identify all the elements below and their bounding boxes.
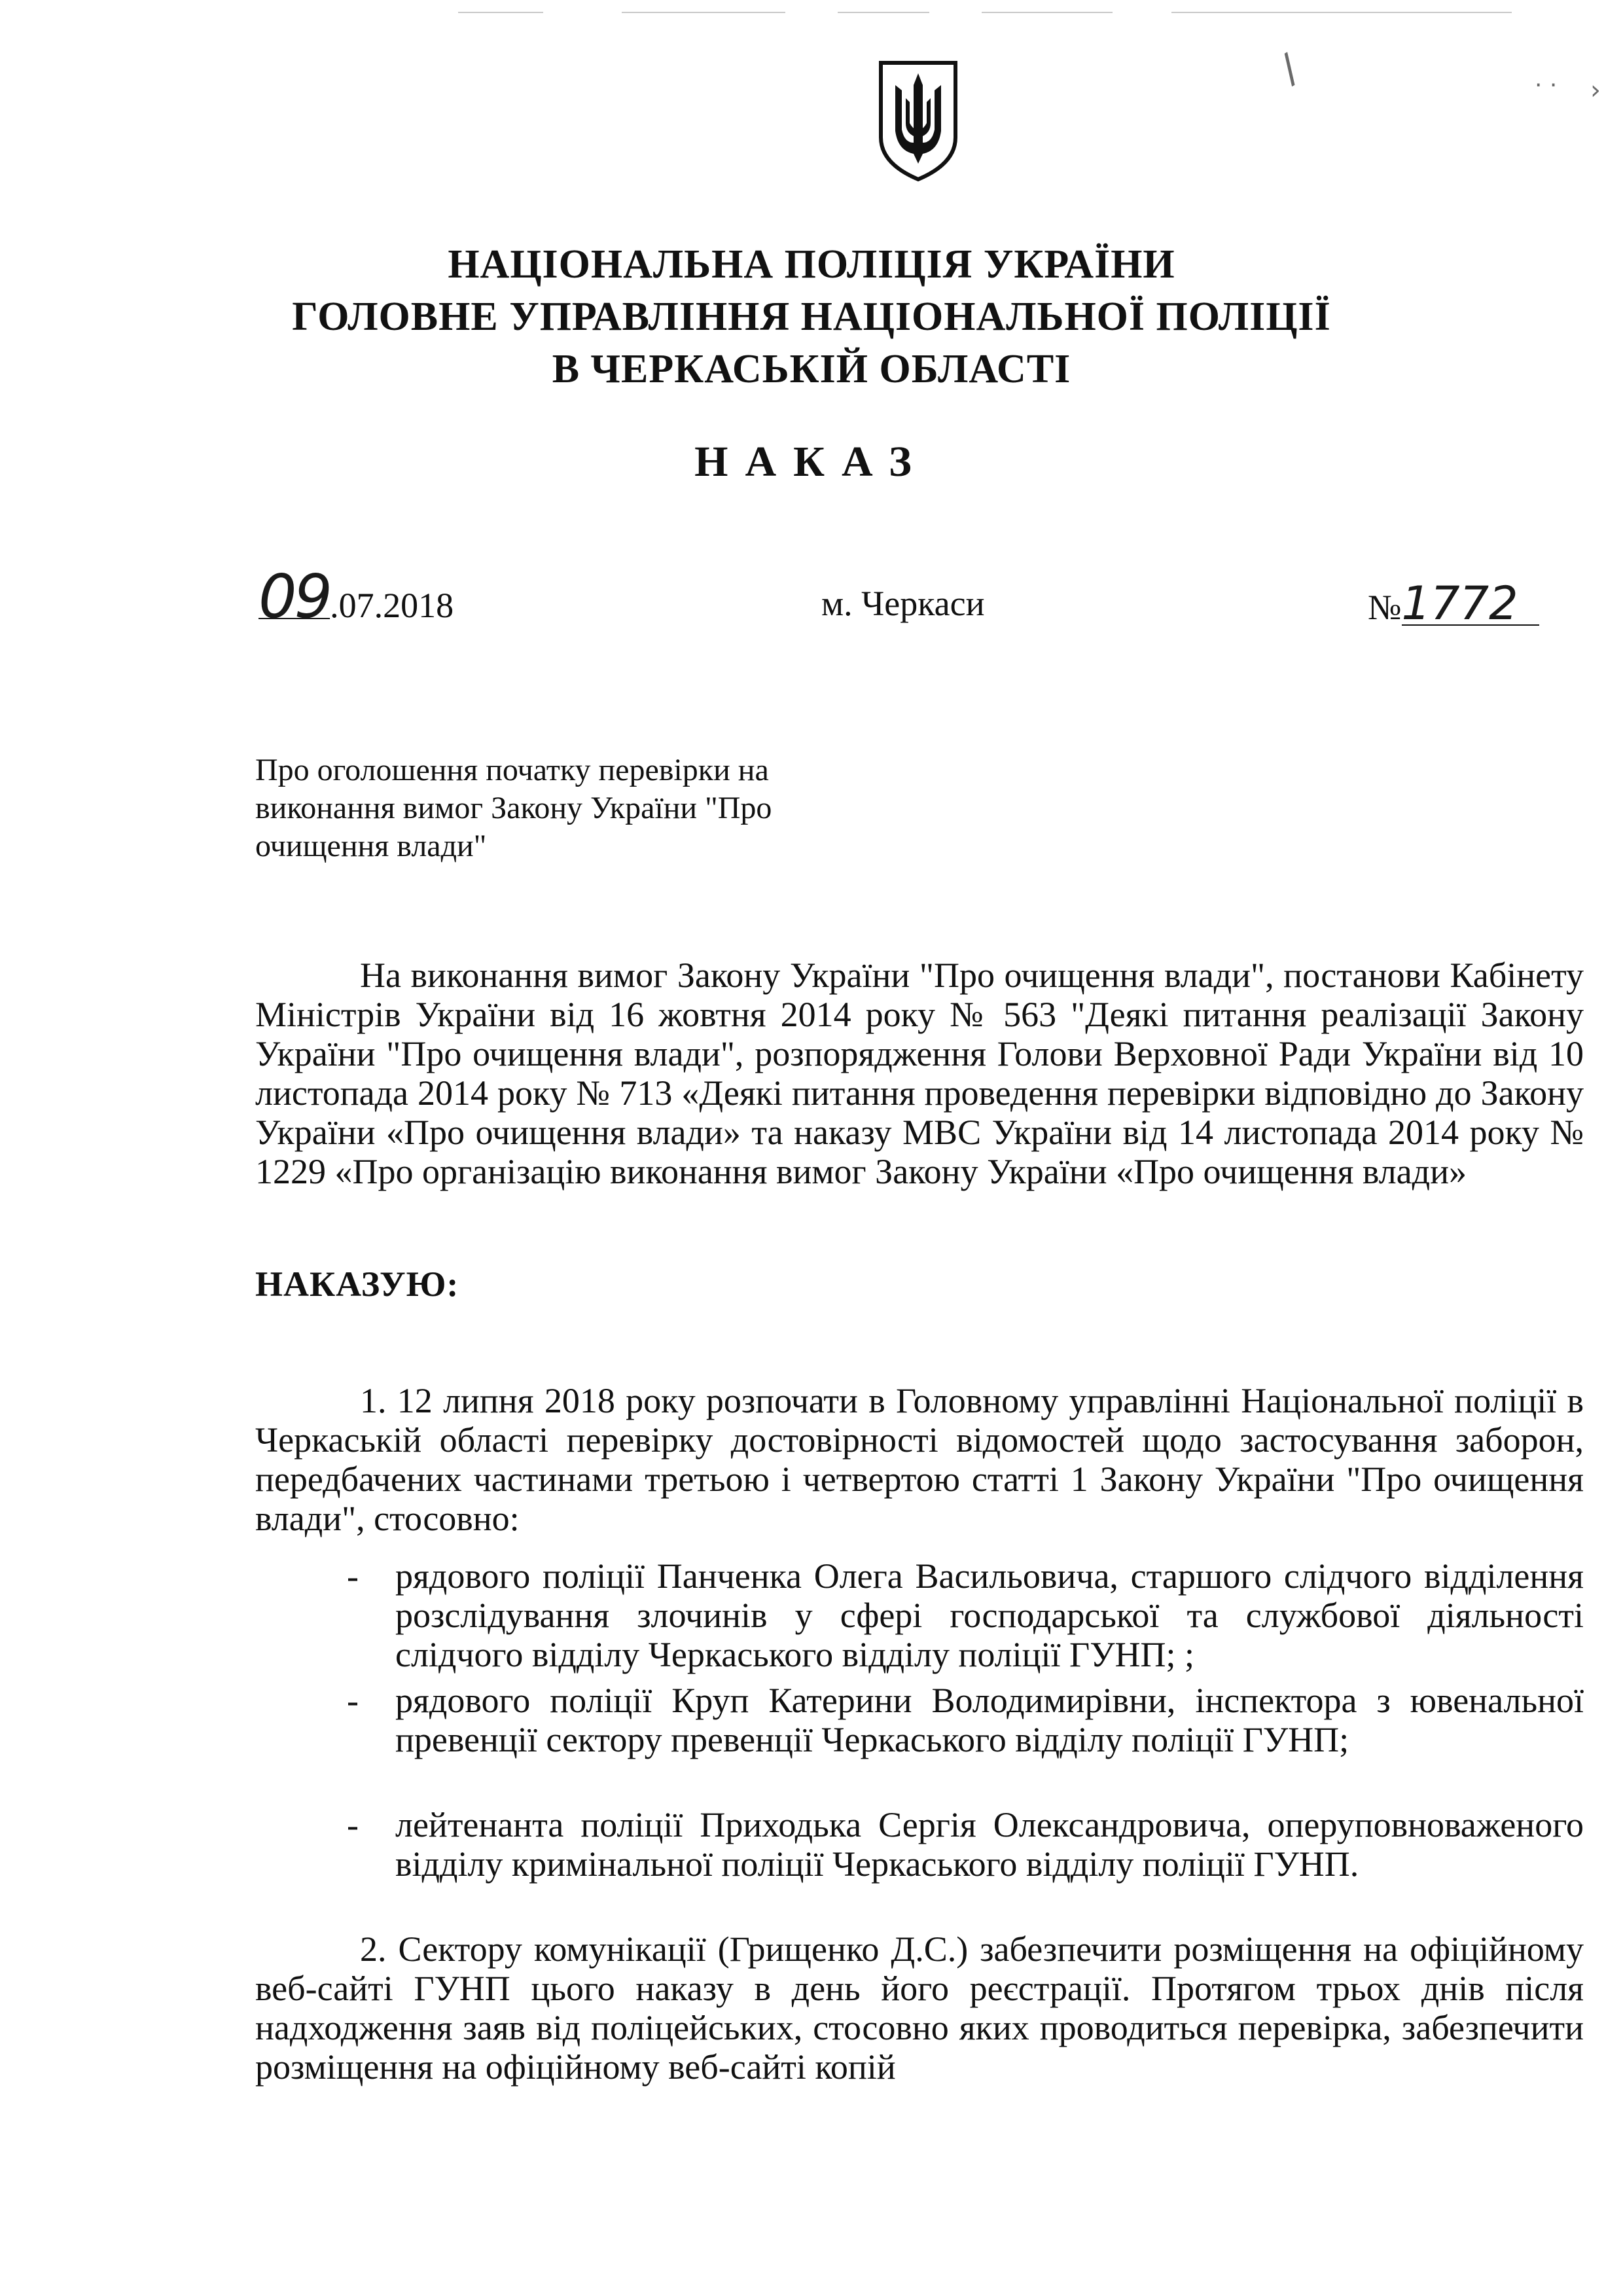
scan-edge-line [458,12,543,13]
scan-edge-line [1171,12,1512,13]
order-heading: НАКАЗУЮ: [255,1265,459,1304]
organization-name: НАЦІОНАЛЬНА ПОЛІЦІЯ УКРАЇНИ [448,242,1175,287]
number-label: № [1368,588,1402,627]
department-name: ГОЛОВНЕ УПРАВЛІННЯ НАЦІОНАЛЬНОЇ ПОЛІЦІЇ [292,295,1331,339]
region-name: В ЧЕРКАСЬКІЙ ОБЛАСТІ [552,347,1071,391]
list-item [347,1805,1584,1884]
scan-edge-line [838,12,929,13]
margin-mark: / [1272,45,1307,92]
order-city: м. Черкаси [821,584,985,623]
handwritten-number: 1772 [1402,583,1539,626]
document-type-title: НАКАЗ [694,438,929,486]
order-item-1: 1. 12 липня 2018 року розпочати в Головному управлінні Національної поліції в Черкаській області перевірку достовірності відомостей щодо застосування заборон, передбачених частинами третьою і четвертою статті 1 Закону України "Про очищення влади", стосовно: [255,1381,1584,1538]
handwritten-day: 09 [259,562,330,632]
order-number [1368,577,1539,630]
list-item-text: рядового поліції Панченка Олега Васильовича, старшого слідчого відділення розслідування злочинів у сфері господарської та службової діяльності слідчого відділу Черкаського відділу поліції ГУНП; ; [395,1556,1584,1674]
list-dash: - [347,1805,359,1844]
scan-edge-line [982,12,1113,13]
scan-edge-line [622,12,785,13]
list-dash: - [347,1681,359,1720]
list-item-text: лейтенанта поліції Приходька Сергія Олександровича, оперуповноваженого відділу кримінальної поліції Черкаського відділу поліції ГУНП. [395,1805,1584,1884]
list-dash: - [347,1556,359,1596]
order-subject: Про оголошення початку перевірки на виконання вимог Закону України "Про очищення влади" [255,753,772,863]
order-item-2: 2. Сектору комунікації (Грищенко Д.С.) забезпечити розміщення на офіційному веб-сайті ГУНП цього наказу в день його реєстрації. Протягом трьох днів після надходження заяв від поліцейських, стосовно яких проводиться перевірка, забезпечити розміщення на офіційному веб-сайті копій [255,1929,1584,2087]
order-date [259,562,454,632]
margin-mark: · · [1535,72,1558,99]
preamble-paragraph: На виконання вимог Закону України "Про очищення влади", постанови Кабінету Міністрів України від 16 жовтня 2014 року № 563 "Деякі питання реалізації Закону України "Про очищення влади", розпорядження Голови Верховної Ради України від 10 листопада 2014 року № 713 «Деякі питання проведення перевірки відповідно до Закону України «Про очищення влади» та наказу МВС України від 14 листопада 2014 року № 1229 «Про організацію виконання вимог Закону України «Про очищення влади» [255,956,1584,1191]
list-item [347,1681,1584,1759]
trident-emblem-icon [876,59,961,183]
list-item-text: рядового поліції Круп Катерини Володимирівни, інспектора з ювенальної превенції сектору превенції Черкаського відділу поліції ГУНП; [395,1681,1584,1759]
date-month-year: .07.2018 [330,586,454,625]
margin-mark: › [1590,75,1601,105]
list-item [347,1556,1584,1674]
